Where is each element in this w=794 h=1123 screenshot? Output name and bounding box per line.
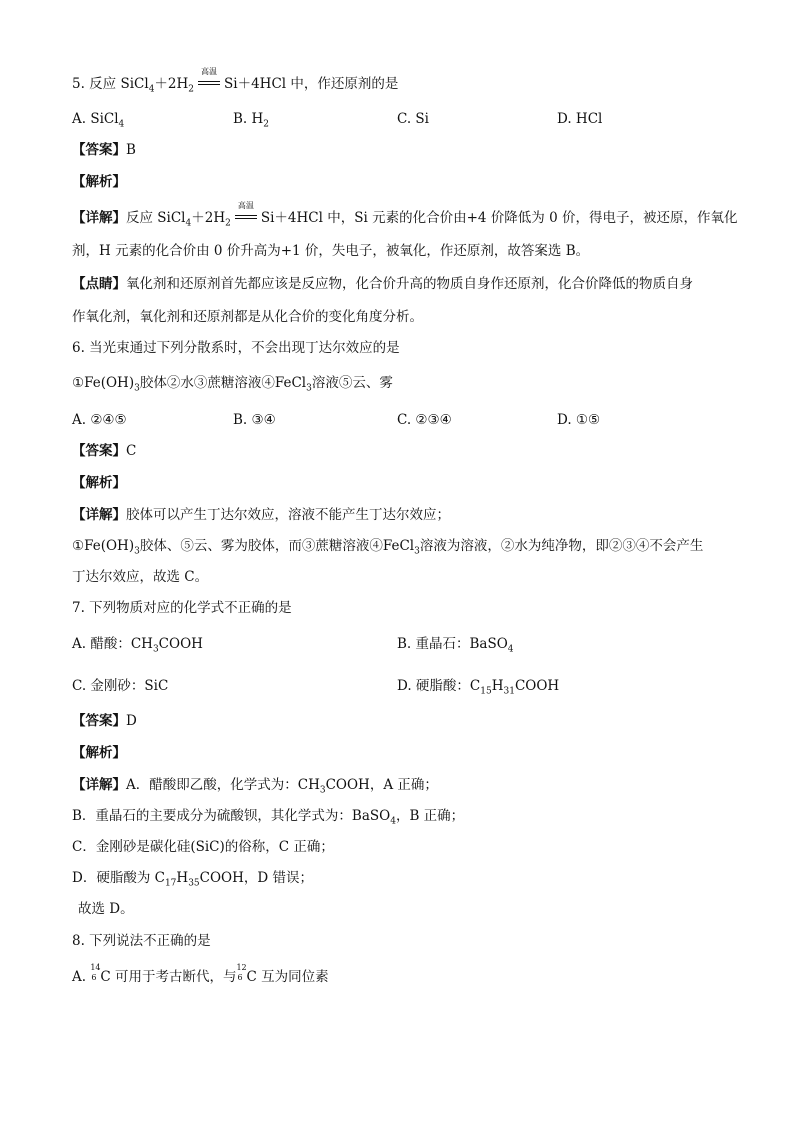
q5-option-a: A. SiCl$_4$	[72, 111, 125, 130]
q6-option-a: A. ②④⑤	[72, 412, 127, 428]
q8-stem: 8. 下列说法不正确的是	[72, 933, 211, 949]
q5-analysis-heading: 【解析】	[72, 174, 126, 190]
q5-note-line2: 作氧化剂，氧化剂和还原剂都是从化合价的变化角度分析。	[72, 309, 423, 325]
q5-option-b: B. $H_2$	[233, 111, 270, 130]
q7-detail-c: C．金刚砂是碳化硅(SiC)的俗称，C 正确；	[72, 839, 334, 855]
q7-analysis-heading: 【解析】	[72, 745, 126, 761]
q7-option-a: A. 醋酸：$CH_3COOH$	[72, 636, 203, 655]
isotope-notation: 14 6	[90, 963, 101, 982]
q5-option-c: C. Si	[397, 111, 429, 127]
q7-answer: 【答案】D	[72, 713, 137, 729]
q6-items: $①Fe(OH)_3$胶体②水③蔗糖溶液④FeCl$_3$溶液⑤云、雾	[72, 375, 393, 394]
isotope-notation: 12 6	[236, 963, 247, 982]
q6-detail-line1: 【详解】胶体可以产生丁达尔效应，溶液不能产生丁达尔效应；	[72, 507, 450, 523]
q7-option-b: B. 重晶石：BaSO$_4$	[397, 636, 514, 655]
q7-detail-b: B．重晶石的主要成分为硫酸钡，其化学式为：BaSO$_4$，B 正确；	[72, 808, 465, 827]
q6-option-b: B. ③④	[233, 412, 276, 428]
q6-analysis-heading: 【解析】	[72, 475, 126, 491]
reaction-arrow: 高温	[233, 209, 259, 223]
q7-detail-a: 【详解】A．醋酸即乙酸，化学式为：$CH_3COOH$，A 正确；	[72, 777, 438, 796]
q5-detail-line1: 【详解】反应 $SiCl_4+2H_2$ 高温 Si＋4HCl 中，Si 元素的化合价由+4 价降低为 0 价，得电子，被还原，作氧化	[72, 201, 738, 229]
q5-note-line1: 【点睛】氧化剂和还原剂首先都应该是反应物，化合价升高的物质自身作还原剂，化合价降低的物质自身	[72, 276, 693, 292]
q7-detail-d: D．硬脂酸为 $C_{17}H_{35}COOH$，D 错误；	[72, 870, 313, 889]
q5-option-d: D. HCl	[557, 111, 603, 127]
q7-option-d: D. 硬脂酸：$C_{15}H_{31}COOH$	[397, 678, 560, 697]
q6-detail-line3: 丁达尔效应，故选 C。	[72, 569, 209, 585]
q5-answer: 【答案】B	[72, 142, 136, 158]
q8-option-a: A. 14 6 C 可用于考古断代，与 12 6 C 互为同位素	[72, 963, 329, 985]
q5-stem: 5. 反应 $SiCl_4+2H_2$ 高温 Si＋4HCl 中，作还原剂的是	[72, 67, 399, 95]
q5-detail-line2: 剂，H 元素的化合价由 0 价升高为+1 价，失电子，被氧化，作还原剂，故答案选 B。	[72, 243, 590, 259]
q6-option-d: D. ①⑤	[557, 412, 601, 428]
q7-stem: 7. 下列物质对应的化学式不正确的是	[72, 600, 292, 616]
reaction-arrow: 高温	[196, 75, 222, 89]
q6-answer: 【答案】C	[72, 443, 137, 459]
q7-option-c: C. 金刚砂：SiC	[72, 678, 169, 694]
q7-conclusion: 故选 D。	[78, 901, 134, 917]
q6-stem: 6. 当光束通过下列分散系时，不会出现丁达尔效应的是	[72, 340, 400, 356]
q6-detail-line2: $①Fe(OH)_3$胶体、⑤云、雾为胶体，而③蔗糖溶液④FeCl$_3$溶液为溶液，②水为纯净物，即②③④不会产生	[72, 538, 704, 557]
q6-option-c: C. ②③④	[397, 412, 452, 428]
